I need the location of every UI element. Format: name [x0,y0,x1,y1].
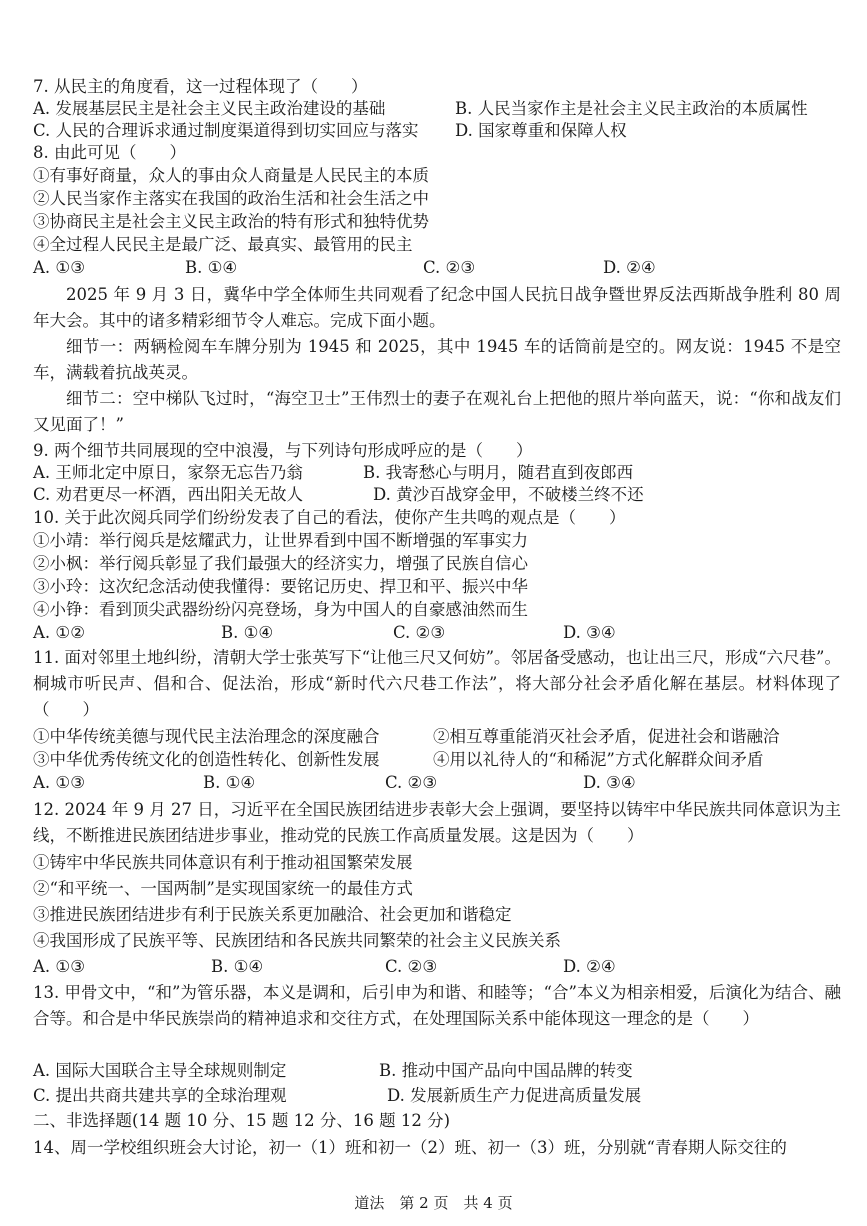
q12-item-3: ③推进民族团结进步有利于民族关系更加融洽、社会更加和谐稳定 [33,905,512,924]
q8-option-a: A. ①③ [33,258,85,277]
q7-options-row1 [33,98,847,120]
q11-option-a: A. ①③ [33,773,85,792]
q11-item-4: ④用以礼待人的“和稀泥”方式化解群众间矛盾 [433,750,764,769]
q9-stem: 9. 两个细节共同展现的空中浪漫，与下列诗句形成呼应的是（ ） [33,441,533,460]
q9-options-row2 [33,484,847,506]
section-2-heading: 二、非选择题(14 题 10 分、15 题 12 分、16 题 12 分) [33,1111,451,1130]
q10-options [33,622,847,644]
q12-item-4: ④我国形成了民族平等、民族团结和各民族共同繁荣的社会主义民族关系 [33,931,561,950]
page-footer: 道法 第 2 页 共 4 页 [354,1194,513,1212]
q9-option-a: A. 王师北定中原日，家祭无忘告乃翁 [33,463,303,482]
q7-option-a: A. 发展基层民主是社会主义民主政治建设的基础 [33,99,386,118]
material-detail-2: 细节二：空中梯队飞过时，“海空卫士”王伟烈士的妻子在观礼台上把他的照片举向蓝天，说：“你和战友们又见面了！” [33,389,841,434]
q9-option-c: C. 劝君更尽一杯酒，西出阳关无故人 [33,485,304,504]
q12-item-2: ②“和平统一、一国两制”是实现国家统一的最佳方式 [33,879,413,898]
q10-option-b: B. ①④ [221,623,274,642]
q8-option-b: B. ①④ [185,258,238,277]
q8-option-c: C. ②③ [423,258,476,277]
q8-item-1: ①有事好商量，众人的事由众人商量是人民民主的本质 [33,166,429,185]
q7-options-row2 [33,120,847,142]
q13-option-a: A. 国际大国联合主导全球规则制定 [33,1061,287,1080]
q7-stem: 7. 从民主的角度看，这一过程体现了（ ） [33,77,368,96]
q11-item-3: ③中华优秀传统文化的创造性转化、创新性发展 [33,750,380,769]
q8-option-d: D. ②④ [603,258,656,277]
q13-stem: 13. 甲骨文中，“和”为管乐器，本义是调和，后引申为和谐、和睦等；“合”本义为相亲相爱，后演化为结合、融合等。和合是中华民族崇尚的精神追求和交往方式，在处理国际关系中能体现这一理念的是（ ） [33,983,841,1028]
q10-item-1: ①小靖：举行阅兵是炫耀武力，让世界看到中国不断增强的军事实力 [33,531,528,550]
q14-stem: 14、周一学校组织班会大讨论，初一（1）班和初一（2）班、初一（3）班，分别就“青春期人际交往的 [33,1138,787,1157]
q12-option-b: B. ①④ [211,957,264,976]
q10-stem: 10. 关于此次阅兵同学们纷纷发表了自己的看法，使你产生共鸣的观点是（ ） [33,508,626,527]
q7-option-d: D. 国家尊重和保障人权 [455,121,627,140]
q12-options [33,956,847,978]
q13-option-b: B. 推动中国产品向中国品牌的转变 [379,1061,633,1080]
q12-item-1: ①铸牢中华民族共同体意识有利于推动祖国繁荣发展 [33,853,413,872]
q13-options-row1 [33,1060,847,1082]
q10-item-4: ④小铮：看到顶尖武器纷纷闪亮登场，身为中国人的自豪感油然而生 [33,600,528,619]
q11-items-row2 [33,749,847,771]
q9-option-d: D. 黄沙百战穿金甲，不破楼兰终不还 [373,485,644,504]
q10-option-a: A. ①② [33,623,85,642]
q10-item-3: ③小玲：这次纪念活动使我懂得：要铭记历史、捍卫和平、振兴中华 [33,577,528,596]
q11-options [33,772,847,794]
q8-item-3: ③协商民主是社会主义民主政治的特有形式和独特优势 [33,212,429,231]
q10-option-c: C. ②③ [393,623,446,642]
q11-stem: 11. 面对邻里土地纠纷，清朝大学士张英写下“让他三尺又何妨”。邻居备受感动，也让出三尺，形成“六尺巷”。桐城市听民声、倡和合、促法治，形成“新时代六尺巷工作法”，将大部分社会矛盾化解在基层。材料体现了（ ） [33,648,841,719]
q7-option-c: C. 人民的合理诉求通过制度渠道得到切实回应与落实 [33,121,419,140]
q7-option-b: B. 人民当家作主是社会主义民主政治的本质属性 [455,99,808,118]
q11-item-1: ①中华传统美德与现代民主法治理念的深度融合 [33,727,380,746]
material-intro: 2025 年 9 月 3 日，冀华中学全体师生共同观看了纪念中国人民抗日战争暨世界反法西斯战争胜利 80 周年大会。其中的诸多精彩细节令人难忘。完成下面小题。 [33,285,841,330]
q12-option-c: C. ②③ [385,957,438,976]
q8-item-4: ④全过程人民民主是最广泛、最真实、最管用的民主 [33,235,413,254]
q8-options [33,257,847,279]
q10-option-d: D. ③④ [563,623,616,642]
q11-items-row1 [33,726,847,748]
q13-option-c: C. 提出共商共建共享的全球治理观 [33,1086,287,1105]
q9-options-row1 [33,462,847,484]
q12-stem: 12. 2024 年 9 月 27 日，习近平在全国民族团结进步表彰大会上强调，要坚持以铸牢中华民族共同体意识为主线，不断推进民族团结进步事业，推动党的民族工作高质量发展。这是因为（ ） [33,800,841,845]
material-detail-1: 细节一：两辆检阅车车牌分别为 1945 和 2025，其中 1945 车的话筒前是空的。网友说：1945 不是空车，满载着抗战英灵。 [33,337,841,382]
q11-option-d: D. ③④ [583,773,636,792]
q8-stem: 8. 由此可见（ ） [33,143,186,162]
q12-option-d: D. ②④ [563,957,616,976]
q8-item-2: ②人民当家作主落实在我国的政治生活和社会生活之中 [33,189,429,208]
q10-item-2: ②小枫：举行阅兵彰显了我们最强大的经济实力，增强了民族自信心 [33,554,528,573]
q11-item-2: ②相互尊重能消灭社会矛盾，促进社会和谐融洽 [433,727,780,746]
q9-option-b: B. 我寄愁心与明月，随君直到夜郎西 [363,463,634,482]
q13-options-row2 [33,1085,847,1107]
q11-option-b: B. ①④ [203,773,256,792]
q11-option-c: C. ②③ [385,773,438,792]
q12-option-a: A. ①③ [33,957,85,976]
q13-option-d: D. 发展新质生产力促进高质量发展 [387,1086,642,1105]
